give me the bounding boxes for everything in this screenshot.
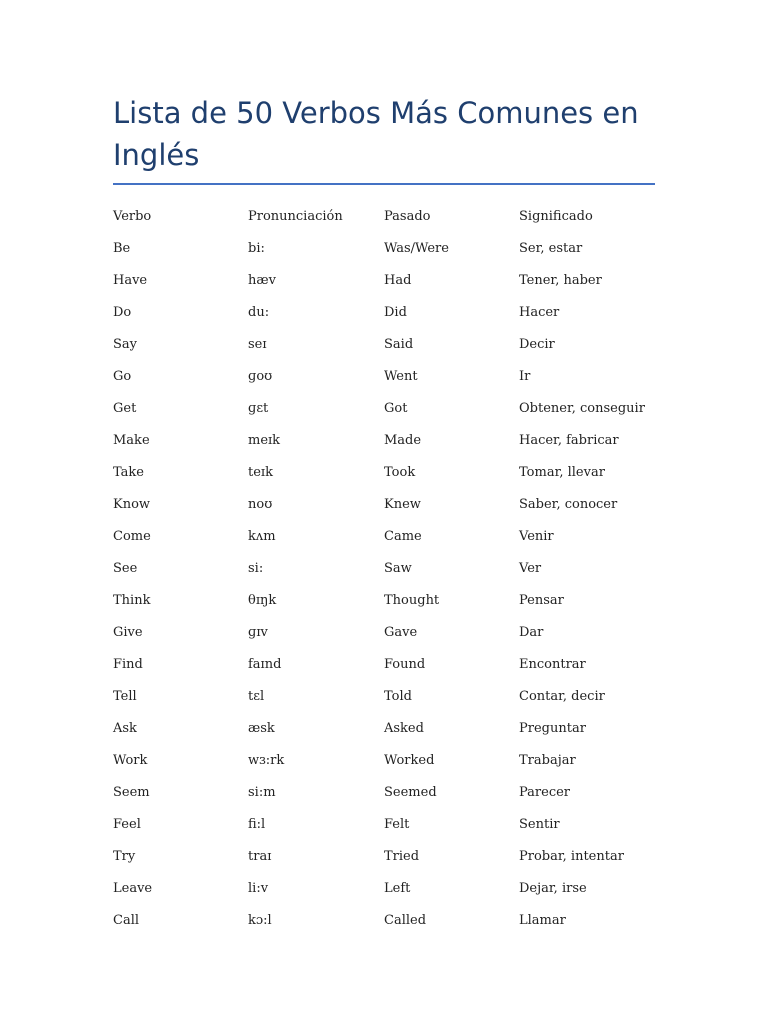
cell-past: Knew [384, 496, 421, 512]
cell-meaning: Tener, haber [519, 272, 602, 288]
table-row [113, 520, 655, 552]
cell-pronunciation: li:v [248, 880, 269, 896]
cell-pronunciation: faɪnd [248, 656, 282, 672]
cell-past: Felt [384, 816, 410, 832]
table-row [113, 904, 655, 936]
table-row [113, 840, 655, 872]
cell-past: Worked [384, 752, 435, 768]
cell-meaning: Sentir [519, 816, 560, 832]
table-row [113, 872, 655, 904]
cell-verb: Call [113, 912, 140, 928]
cell-verb: Get [113, 400, 137, 416]
cell-pronunciation: kʌm [248, 528, 276, 544]
column-header-pronunciation: Pronunciación [248, 208, 343, 224]
column-header-verb: Verbo [113, 208, 152, 224]
cell-verb: Say [113, 336, 138, 352]
cell-verb: Seem [113, 784, 150, 800]
table-row [113, 616, 655, 648]
table-row [113, 488, 655, 520]
page-title: Lista de 50 Verbos Más Comunes en Inglés [113, 92, 655, 185]
table-row [113, 232, 655, 264]
table-row [113, 328, 655, 360]
cell-pronunciation: kɔ:l [248, 912, 272, 928]
cell-past: Went [384, 368, 418, 384]
column-header-past: Pasado [384, 208, 431, 224]
table-body [113, 232, 655, 936]
table-row [113, 808, 655, 840]
cell-past: Seemed [384, 784, 437, 800]
cell-pronunciation: noʊ [248, 496, 273, 512]
cell-meaning: Probar, intentar [519, 848, 624, 864]
cell-meaning: Obtener, conseguir [519, 400, 645, 416]
cell-meaning: Encontrar [519, 656, 586, 672]
cell-meaning: Dejar, irse [519, 880, 587, 896]
cell-verb: See [113, 560, 138, 576]
cell-verb: Give [113, 624, 143, 640]
table-row [113, 744, 655, 776]
cell-verb: Ask [113, 720, 137, 736]
table-row [113, 296, 655, 328]
cell-past: Saw [384, 560, 412, 576]
table-row [113, 584, 655, 616]
cell-meaning: Preguntar [519, 720, 586, 736]
cell-meaning: Ir [519, 368, 531, 384]
column-header-meaning: Significado [519, 208, 593, 224]
cell-past: Took [384, 464, 416, 480]
table-row [113, 456, 655, 488]
cell-meaning: Contar, decir [519, 688, 605, 704]
cell-pronunciation: teɪk [248, 464, 273, 480]
cell-verb: Feel [113, 816, 141, 832]
cell-meaning: Pensar [519, 592, 564, 608]
cell-past: Came [384, 528, 422, 544]
cell-past: Told [384, 688, 412, 704]
cell-past: Had [384, 272, 412, 288]
cell-past: Found [384, 656, 426, 672]
cell-meaning: Dar [519, 624, 544, 640]
cell-pronunciation: traɪ [248, 848, 272, 864]
cell-verb: Leave [113, 880, 153, 896]
table-row [113, 392, 655, 424]
cell-pronunciation: bi: [248, 240, 265, 256]
cell-meaning: Venir [519, 528, 554, 544]
table-row [113, 680, 655, 712]
verbs-table [113, 200, 655, 936]
cell-past: Left [384, 880, 411, 896]
table-row [113, 648, 655, 680]
cell-verb: Tell [113, 688, 137, 704]
cell-verb: Find [113, 656, 143, 672]
table-row [113, 424, 655, 456]
cell-past: Thought [384, 592, 440, 608]
table-row [113, 552, 655, 584]
cell-verb: Go [113, 368, 132, 384]
cell-meaning: Saber, conocer [519, 496, 618, 512]
cell-verb: Know [113, 496, 151, 512]
cell-pronunciation: seɪ [248, 336, 267, 352]
cell-meaning: Ser, estar [519, 240, 583, 256]
cell-pronunciation: tɛl [248, 688, 265, 704]
cell-pronunciation: ɡoʊ [248, 368, 273, 384]
cell-pronunciation: si:m [248, 784, 276, 800]
table-row [113, 712, 655, 744]
document-page [113, 92, 655, 936]
cell-past: Called [384, 912, 427, 928]
cell-meaning: Tomar, llevar [519, 464, 605, 480]
cell-meaning: Llamar [519, 912, 566, 928]
cell-verb: Make [113, 432, 150, 448]
cell-verb: Take [113, 464, 144, 480]
cell-past: Gave [384, 624, 418, 640]
table-row [113, 360, 655, 392]
table-row [113, 776, 655, 808]
cell-pronunciation: wɜ:rk [248, 752, 285, 768]
cell-meaning: Ver [519, 560, 542, 576]
table-header-row [113, 200, 655, 232]
cell-verb: Think [113, 592, 151, 608]
cell-past: Asked [384, 720, 424, 736]
cell-pronunciation: æsk [248, 720, 275, 736]
cell-verb: Have [113, 272, 148, 288]
cell-pronunciation: hæv [248, 272, 276, 288]
cell-meaning: Parecer [519, 784, 571, 800]
cell-pronunciation: du: [248, 304, 270, 320]
table-row [113, 264, 655, 296]
cell-verb: Come [113, 528, 151, 544]
cell-pronunciation: ɡɛt [248, 400, 269, 416]
cell-meaning: Hacer, fabricar [519, 432, 619, 448]
cell-verb: Work [113, 752, 148, 768]
cell-pronunciation: θɪŋk [248, 592, 277, 608]
cell-past: Tried [384, 848, 420, 864]
cell-meaning: Decir [519, 336, 555, 352]
cell-past: Was/Were [384, 240, 449, 256]
cell-pronunciation: si: [248, 560, 264, 576]
cell-meaning: Hacer [519, 304, 560, 320]
cell-verb: Be [113, 240, 131, 256]
cell-past: Made [384, 432, 422, 448]
cell-pronunciation: ɡɪv [248, 624, 268, 640]
cell-pronunciation: fi:l [248, 816, 266, 832]
cell-meaning: Trabajar [519, 752, 576, 768]
cell-past: Got [384, 400, 408, 416]
cell-past: Said [384, 336, 414, 352]
cell-past: Did [384, 304, 407, 320]
cell-pronunciation: meɪk [248, 432, 281, 448]
cell-verb: Do [113, 304, 132, 320]
cell-verb: Try [113, 848, 136, 864]
